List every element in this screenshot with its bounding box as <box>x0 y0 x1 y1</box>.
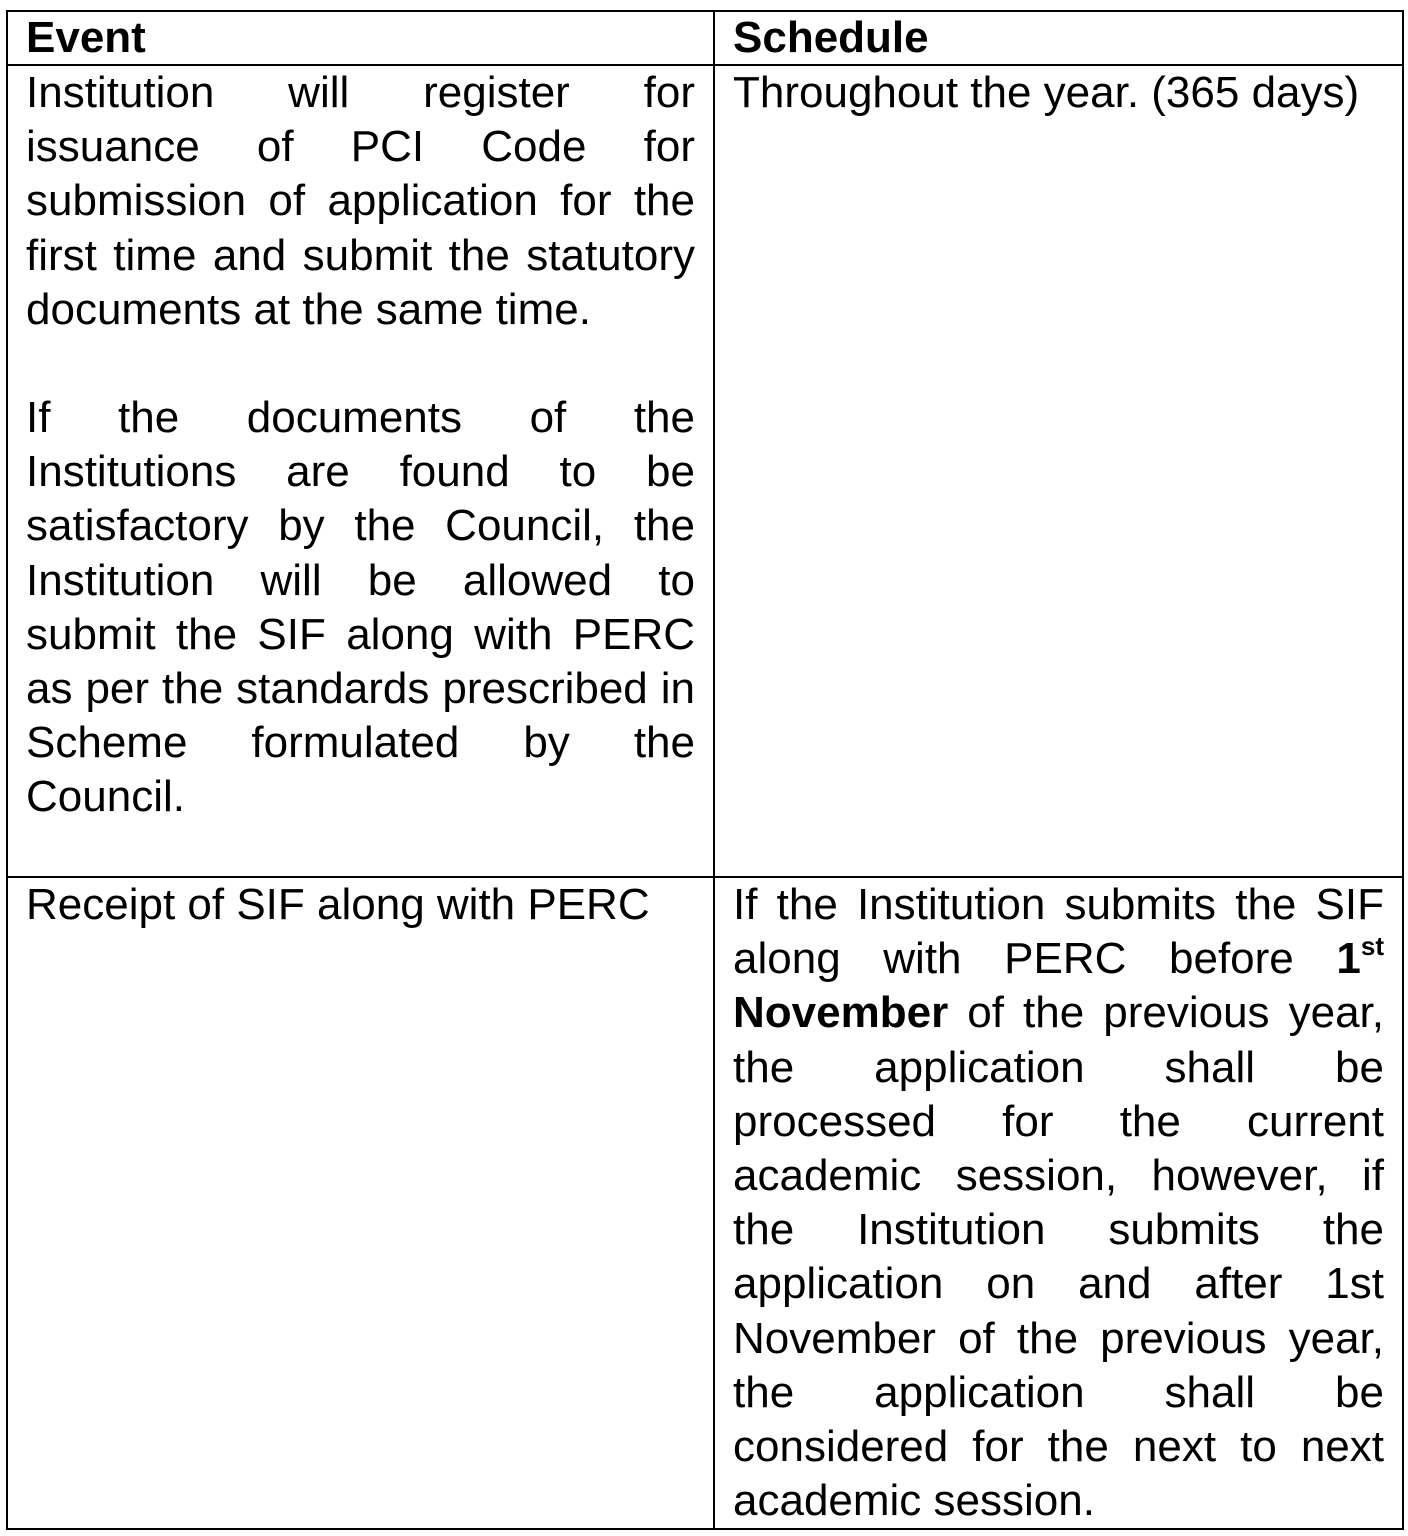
header-event: Event <box>7 11 714 65</box>
schedule-date-day: 1 <box>1336 934 1361 984</box>
schedule-text-post: of the previous year, the application shall be processed for the current academic session, however, if the Institution submits the application on and after 1st November of the previous year, the application shall be considered for the next to next academic session. <box>733 988 1384 1526</box>
schedule-text-pre: If the Institution submits the SIF along with PERC before <box>733 880 1384 984</box>
schedule-cell <box>714 877 1403 1529</box>
schedule-date-suffix: st <box>1360 931 1384 962</box>
table-row <box>7 877 1403 1529</box>
schedule-table <box>6 10 1404 1530</box>
event-text: Receipt of SIF along with PERC <box>26 880 650 929</box>
schedule-cell <box>714 65 1403 877</box>
schedule-text: Throughout the year. (365 days) <box>733 68 1360 117</box>
schedule-date-month: November <box>733 988 949 1038</box>
header-schedule: Schedule <box>714 11 1403 65</box>
event-paragraph: Institution will register for issuance of PCI Code for submission of application for the first time and submit the statutory documents at the same time. <box>26 68 695 334</box>
schedule-text <box>733 878 1384 1528</box>
table-row <box>7 65 1403 877</box>
event-paragraph: If the documents of the Institutions are found to be satisfactory by the Council, the Institution will be allowed to submit the SIF along with PERC as per the standards prescribed in Scheme formulated by the Council. <box>26 393 695 822</box>
header-row <box>7 11 1403 65</box>
event-cell <box>7 65 714 877</box>
event-cell <box>7 877 714 1529</box>
